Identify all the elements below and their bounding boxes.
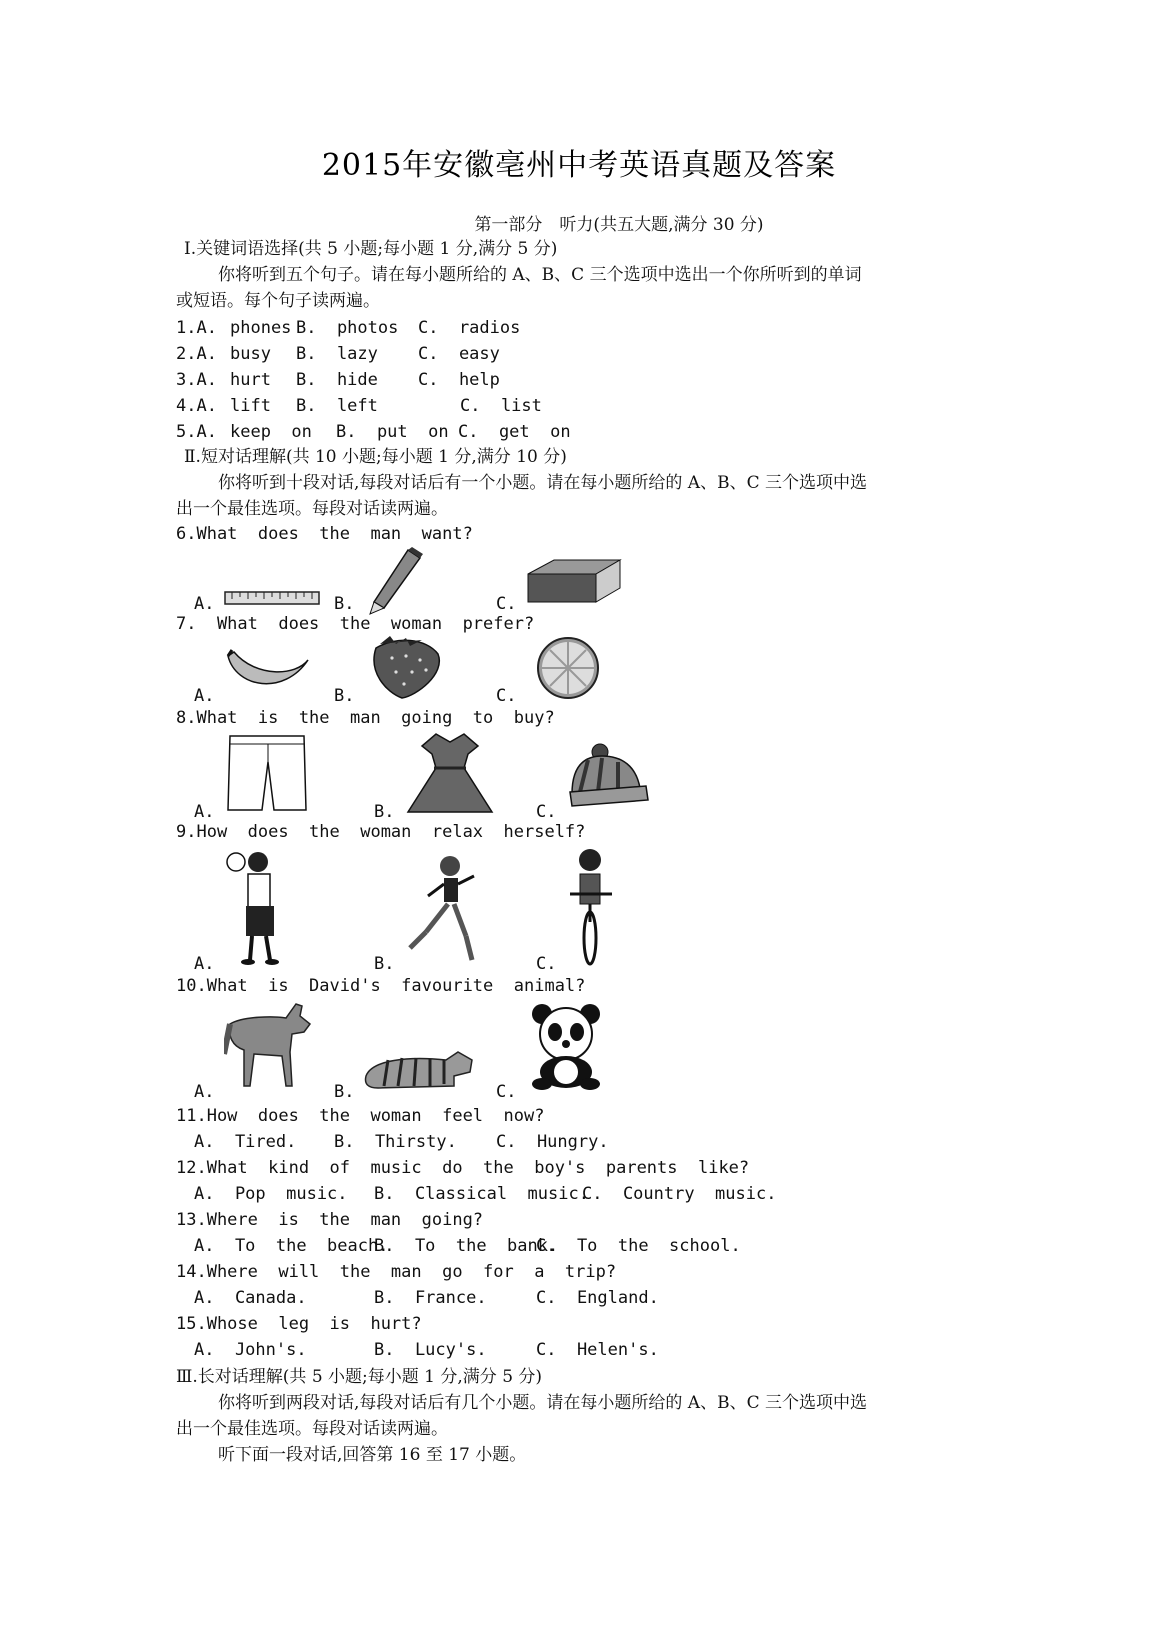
q9-label-b: B. bbox=[374, 954, 395, 974]
question-11: 11.How does the woman feel now? bbox=[176, 1106, 545, 1126]
q8-label-a: A. bbox=[194, 802, 215, 822]
q10-label-b: B. bbox=[334, 1082, 355, 1102]
item-2-number: 2.A. bbox=[176, 344, 217, 364]
section2-heading: Ⅱ.短对话理解(共 10 小题;每小题 1 分,满分 10 分) bbox=[184, 447, 567, 467]
dress-icon bbox=[404, 732, 496, 816]
q12-option-b: B. Classical music. bbox=[374, 1184, 589, 1204]
question-6: 6.What does the man want? bbox=[176, 524, 473, 544]
q9-label-a: A. bbox=[194, 954, 215, 974]
q7-label-c: C. bbox=[496, 686, 517, 706]
q13-option-c: C. To the school. bbox=[536, 1236, 741, 1256]
item-1-option-c: C. radios bbox=[418, 318, 521, 338]
shorts-icon bbox=[226, 734, 308, 814]
pencil-icon bbox=[366, 546, 426, 616]
section2-instruction-line1: 你将听到十段对话,每段对话后有一个小题。请在每小题所给的 A、B、C 三个选项中选 bbox=[218, 473, 867, 493]
q11-option-a: A. Tired. bbox=[194, 1132, 297, 1152]
question-9: 9.How does the woman relax herself? bbox=[176, 822, 586, 842]
item-5-number: 5.A. bbox=[176, 422, 217, 442]
item-5-option-a: keep on bbox=[230, 422, 312, 442]
q12-option-a: A. Pop music. bbox=[194, 1184, 348, 1204]
q10-label-a: A. bbox=[194, 1082, 215, 1102]
q15-option-a: A. John's. bbox=[194, 1340, 307, 1360]
page-title: 2015年安徽亳州中考英语真题及答案 bbox=[321, 148, 837, 183]
ruler-icon bbox=[224, 590, 320, 606]
item-5-option-c: C. get on bbox=[458, 422, 571, 442]
q11-option-b: B. Thirsty. bbox=[334, 1132, 457, 1152]
cycling-girl-icon bbox=[566, 846, 616, 968]
item-2-option-b: B. lazy bbox=[296, 344, 378, 364]
item-4-number: 4.A. bbox=[176, 396, 217, 416]
book-icon bbox=[526, 554, 622, 610]
q14-option-c: C. England. bbox=[536, 1288, 659, 1308]
item-3-option-a: hurt bbox=[230, 370, 271, 390]
panda-icon bbox=[528, 1002, 604, 1090]
q12-option-c: C. Country music. bbox=[582, 1184, 777, 1204]
q14-option-a: A. Canada. bbox=[194, 1288, 307, 1308]
question-14: 14.Where will the man go for a trip? bbox=[176, 1262, 617, 1282]
item-3-option-b: B. hide bbox=[296, 370, 378, 390]
question-12: 12.What kind of music do the boy's parents like? bbox=[176, 1158, 750, 1178]
item-4-option-b: B. left bbox=[296, 396, 378, 416]
q9-label-c: C. bbox=[536, 954, 557, 974]
item-4-option-c: C. list bbox=[460, 396, 542, 416]
item-2-option-c: C. easy bbox=[418, 344, 500, 364]
q7-label-b: B. bbox=[334, 686, 355, 706]
q6-label-b: B. bbox=[334, 594, 355, 614]
item-1-option-b: B. photos bbox=[296, 318, 399, 338]
question-8: 8.What is the man going to buy? bbox=[176, 708, 555, 728]
volleyball-girl-icon bbox=[226, 848, 292, 968]
section3-heading: Ⅲ.长对话理解(共 5 小题;每小题 1 分,满分 5 分) bbox=[176, 1367, 543, 1387]
section3-instruction-line2: 出一个最佳选项。每段对话读两遍。 bbox=[176, 1419, 448, 1439]
question-7: 7. What does the woman prefer? bbox=[176, 614, 535, 634]
q6-label-a: A. bbox=[194, 594, 215, 614]
item-1-number: 1.A. bbox=[176, 318, 217, 338]
item-2-option-a: busy bbox=[230, 344, 271, 364]
item-5-option-b: B. put on bbox=[336, 422, 449, 442]
tiger-icon bbox=[358, 1046, 478, 1092]
q14-option-b: B. France. bbox=[374, 1288, 487, 1308]
item-3-option-c: C. help bbox=[418, 370, 500, 390]
q13-option-b: B. To the bank. bbox=[374, 1236, 559, 1256]
item-1-option-a: phones bbox=[230, 318, 292, 338]
section1-instruction-line2: 或短语。每个句子读两遍。 bbox=[176, 291, 380, 311]
wolf-icon bbox=[224, 994, 314, 1090]
q13-option-a: A. To the beach. bbox=[194, 1236, 389, 1256]
question-13: 13.Where is the man going? bbox=[176, 1210, 484, 1230]
q10-label-c: C. bbox=[496, 1082, 517, 1102]
banana-icon bbox=[226, 648, 310, 694]
q11-option-c: C. Hungry. bbox=[496, 1132, 609, 1152]
orange-icon bbox=[536, 636, 600, 700]
question-10: 10.What is David's favourite animal? bbox=[176, 976, 586, 996]
q8-label-b: B. bbox=[374, 802, 395, 822]
item-4-option-a: lift bbox=[230, 396, 271, 416]
q6-label-c: C. bbox=[496, 594, 517, 614]
part-heading: 第一部分 听力(共五大题,满分 30 分) bbox=[474, 215, 764, 235]
q7-label-a: A. bbox=[194, 686, 215, 706]
hat-icon bbox=[566, 742, 650, 810]
q15-option-c: C. Helen's. bbox=[536, 1340, 659, 1360]
section2-instruction-line2: 出一个最佳选项。每段对话读两遍。 bbox=[176, 499, 448, 519]
q8-label-c: C. bbox=[536, 802, 557, 822]
section1-instruction-line1: 你将听到五个句子。请在每小题所给的 A、B、C 三个选项中选出一个你所听到的单词 bbox=[218, 265, 862, 285]
strawberry-icon bbox=[366, 634, 446, 700]
section1-heading: Ⅰ.关键词语选择(共 5 小题;每小题 1 分,满分 5 分) bbox=[184, 239, 558, 259]
running-girl-icon bbox=[404, 852, 494, 966]
section3-instruction-line1: 你将听到两段对话,每段对话后有几个小题。请在每小题所给的 A、B、C 三个选项中选 bbox=[218, 1393, 867, 1413]
item-3-number: 3.A. bbox=[176, 370, 217, 390]
q15-option-b: B. Lucy's. bbox=[374, 1340, 487, 1360]
section3-instruction-line3: 听下面一段对话,回答第 16 至 17 小题。 bbox=[218, 1445, 527, 1465]
question-15: 15.Whose leg is hurt? bbox=[176, 1314, 422, 1334]
